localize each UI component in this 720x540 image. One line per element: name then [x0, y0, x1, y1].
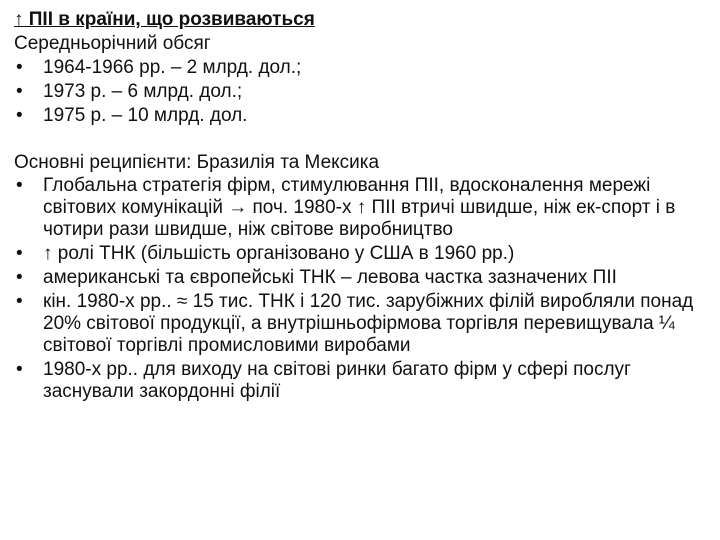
list-item [14, 359, 706, 403]
list-item-text: кін. 1980-х рр.. ≈ 15 тис. ТНК і 120 тис. зарубіжних філій виробляли понад 20% світової продукції, а внутрішньофірмова торгівля перевищувала ¼ світової торгівлі промисловими виробами [43, 291, 694, 356]
slide-title: ↑ ПІІ в країни, що розвиваються [14, 9, 315, 30]
bullet-icon: • [16, 81, 23, 102]
list-item [14, 243, 706, 265]
list-item-text: американські та європейські ТНК – левова частка зазначених ПІІ [43, 267, 617, 288]
list-item-text: 1973 р. – 6 млрд. дол.; [43, 81, 243, 102]
bullet-icon: • [16, 243, 23, 264]
bullet-icon: • [16, 267, 23, 288]
list-item [14, 56, 706, 80]
list-item [14, 175, 706, 241]
bullet-icon: • [16, 105, 23, 126]
spacer [14, 128, 706, 151]
list-item [14, 291, 706, 357]
bullet-icon: • [16, 57, 23, 78]
list-item-text: Глобальна стратегія фірм, стимулювання ПІІ, вдосконалення мережі світових комунікацій → поч. 1980-х ↑ ПІІ втричі швидше, ніж ек-спорт і в чотири рази швидше, ніж світове виробництво [43, 175, 676, 240]
volume-list [14, 56, 706, 128]
section-heading-recipients: Основні реципієнти: Бразилія та Мексика [14, 152, 380, 173]
list-item [14, 267, 706, 289]
list-item-text: 1964-1966 рр. – 2 млрд. дол.; [43, 57, 302, 78]
list-item-text: 1980-х рр.. для виходу на світові ринки багато фірм у сфері послуг заснували закордонні філії [43, 359, 631, 402]
list-item [14, 104, 706, 128]
bullet-icon: • [16, 291, 23, 312]
list-item [14, 80, 706, 104]
list-item-text: ↑ ролі ТНК (більшість організовано у США в 1960 рр.) [43, 243, 515, 264]
recipients-list [14, 175, 706, 403]
bullet-icon: • [16, 359, 23, 380]
section-heading-volume: Середньорічний обсяг [14, 33, 211, 54]
bullet-icon: • [16, 175, 23, 196]
list-item-text: 1975 р. – 10 млрд. дол. [43, 105, 248, 126]
